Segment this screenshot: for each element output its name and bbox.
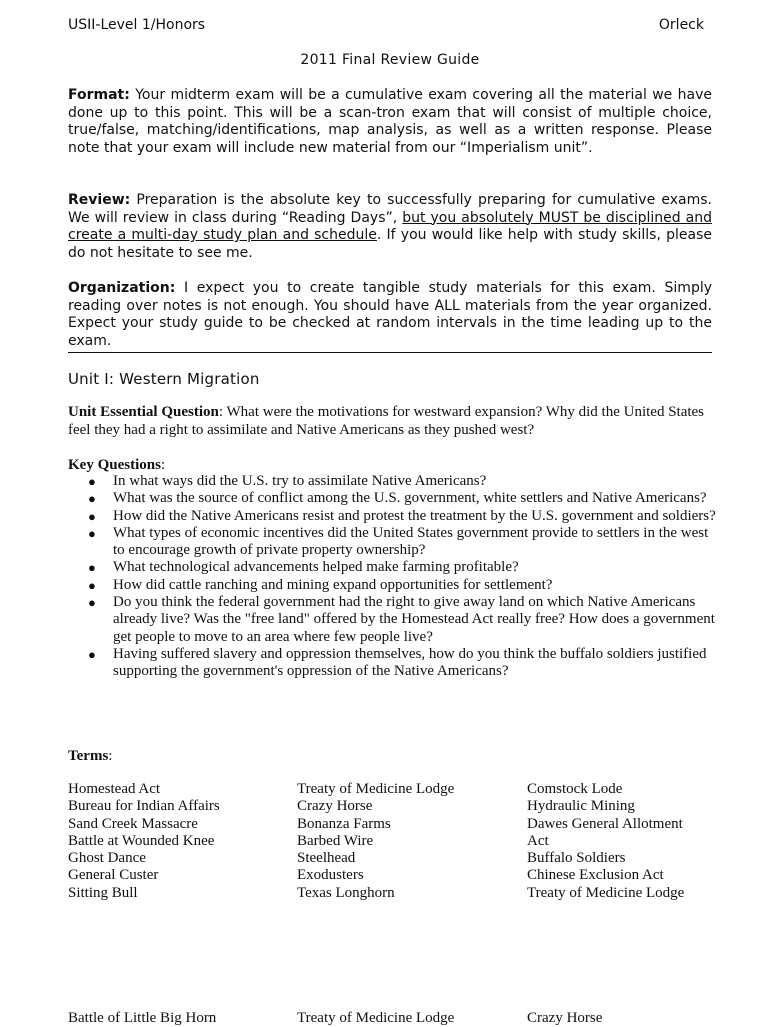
terms-label: Terms (68, 748, 109, 764)
key-question-text: How did cattle ranching and mining expand opportunities for settlement? (113, 576, 553, 593)
list-item (68, 559, 718, 576)
bullet-icon: ● (88, 646, 96, 662)
key-questions-list (68, 473, 718, 681)
term-item: Hydraulic Mining (527, 798, 635, 815)
key-questions-colon: : (160, 457, 166, 473)
list-item (68, 525, 718, 560)
list-item (68, 577, 718, 594)
term-item: Treaty of Medicine Lodge (527, 884, 685, 901)
review-label: Review: (68, 192, 131, 208)
review-text-after: . If you would like help with study skills, please do not hesitate to see me. (68, 227, 712, 261)
list-item (68, 490, 718, 507)
review-paragraph (68, 192, 712, 262)
list-item (68, 646, 718, 681)
unit-title: Unit I: Western Migration (68, 370, 260, 388)
essential-question-label: Unit Essential Question (68, 404, 219, 420)
term-item: Exodusters (297, 867, 364, 884)
key-questions-heading (68, 456, 165, 474)
bullet-icon: ● (88, 577, 96, 593)
key-question-text: Having suffered slavery and oppression themselves, how do you think the buffalo soldiers justified supporting the government's oppression of the Native Americans? (113, 645, 707, 680)
organization-paragraph (68, 280, 712, 350)
term-item: Crazy Horse (297, 798, 373, 815)
term-item: Battle of Little Big Horn (68, 1010, 217, 1026)
term-item: Homestead Act (68, 781, 161, 797)
key-question-text: What types of economic incentives did the United States government provide to settlers in the west to encourage growth of private property ownership? (113, 524, 709, 559)
term-item: Barbed Wire (297, 832, 374, 849)
term-item: Sitting Bull (68, 884, 138, 901)
list-item (68, 473, 718, 490)
term-item: Crazy Horse (527, 1010, 603, 1026)
key-question-text: Do you think the federal government had the right to give away land on which Native Americans already live? Was the "free land" offered by the Homestead Act really free? How does a government get people to move to an area where few people live? (113, 594, 715, 645)
term-item: Buffalo Soldiers (527, 850, 626, 867)
terms-colon: : (108, 748, 113, 764)
term-item: Dawes General Allotment (527, 815, 683, 832)
bullet-icon: ● (88, 595, 96, 611)
organization-text: I expect you to create tangible study materials for this exam. Simply reading over notes is not enough. You should have ALL materials from the year organized. Expect your study guide to be checked at random intervals in the time leading up to the exam. (68, 280, 712, 349)
teacher-name: Orleck (658, 17, 704, 33)
term-item: Ghost Dance (68, 850, 146, 867)
review-text-before: Preparation is the absolute key to successfully preparing for cumulative exams. We will review in class during “Reading Days”, (68, 192, 712, 226)
key-question-text: What technological advancements helped make farming profitable? (113, 559, 519, 576)
bullet-icon: ● (88, 508, 96, 524)
section-divider (68, 352, 712, 353)
term-item: Comstock Lode (527, 781, 623, 797)
format-text: Your midterm exam will be a cumulative exam covering all the material we have done up to this point. This will be a scan-tron exam that will consist of multiple choice, true/false, matching/identifications, map analysis, as well as a written response. Please note that your exam will include new material from our “Imperialism unit”. (68, 87, 712, 156)
organization-label: Organization: (68, 280, 176, 296)
bullet-icon: ● (88, 525, 96, 541)
review-underlined-text: but you absolutely MUST be disciplined and create a multi-day study plan and schedule (68, 209, 712, 243)
term-item: Steelhead (297, 850, 356, 867)
essential-question-text: : What were the motivations for westward expansion? Why did the United States feel they had a right to assimilate and Native Americans as they pushed west? (68, 404, 705, 438)
bullet-icon: ● (88, 491, 96, 507)
term-item: Chinese Exclusion Act (527, 867, 664, 884)
key-question-text: What was the source of conflict among the U.S. government, white settlers and Native Americans? (113, 490, 707, 507)
format-label: Format: (68, 87, 130, 103)
term-item: Bureau for Indian Affairs (68, 798, 220, 815)
course-name: USII-Level 1/Honors (68, 17, 206, 33)
list-item (68, 508, 718, 525)
term-item: Bonanza Farms (297, 815, 391, 832)
term-item: Treaty of Medicine Lodge (297, 1010, 455, 1026)
terms-heading (68, 747, 112, 765)
term-item: Battle at Wounded Knee (68, 832, 215, 849)
list-item (68, 594, 718, 646)
terms-column-2 (297, 781, 522, 902)
key-question-text: In what ways did the U.S. try to assimilate Native Americans? (113, 473, 487, 489)
terms-column-1 (68, 781, 293, 902)
term-item: Treaty of Medicine Lodge (297, 781, 455, 797)
key-question-text: How did the Native Americans resist and protest the treatment by the U.S. government and soldiers? (113, 507, 716, 524)
terms-column-3 (527, 781, 752, 902)
key-questions-label: Key Questions (68, 457, 161, 473)
term-item: General Custer (68, 867, 159, 884)
bullet-icon: ● (88, 474, 96, 489)
bullet-icon: ● (88, 560, 96, 576)
term-item: Act (527, 832, 549, 849)
format-paragraph (68, 87, 712, 157)
term-item: Sand Creek Massacre (68, 815, 198, 832)
document-title: 2011 Final Review Guide (300, 52, 480, 68)
term-item: Texas Longhorn (297, 884, 395, 901)
page-header (68, 16, 704, 34)
essential-question (68, 404, 718, 439)
